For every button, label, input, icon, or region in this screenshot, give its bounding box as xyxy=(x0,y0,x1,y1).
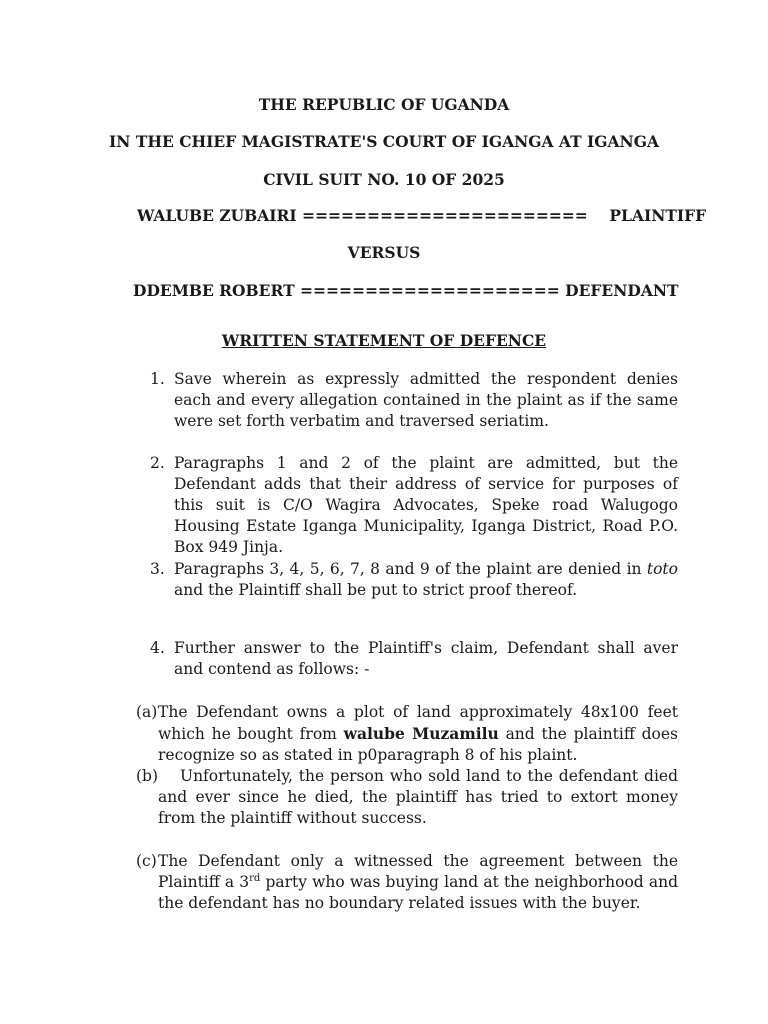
document-title xyxy=(0,330,768,351)
paragraph-3 xyxy=(150,559,678,601)
subparagraph-text-part: and the plaintiff does recognize so as stated in p0paragraph 8 of his plaint. xyxy=(158,725,679,764)
plaintiff-line: WALUBE ZUBAIRI ====================== PLAINTIFF xyxy=(137,206,707,225)
paragraph-text: Paragraphs 1 and 2 of the plaint are admitted, but the Defendant adds that their address of service for purposes of this suit is C/O Wagira Advocates, Speke road Walugogo Housing Estate Iganga Municipality, Iganga District, Road P.O. Box 949 Jinja. xyxy=(174,454,678,556)
subparagraph-text-part: party who was buying land at the neighborhood and the defendant has no boundary related issues with the buyer. xyxy=(158,873,678,912)
versus-label: VERSUS xyxy=(347,243,421,262)
paragraph-4 xyxy=(150,638,678,680)
paragraph-text-italic: toto xyxy=(646,560,678,578)
subparagraph-text xyxy=(158,702,678,766)
subparagraph-text xyxy=(158,851,678,914)
subparagraph-text-part: The Defendant only a witnessed the agreement between the Plaintiff a 3 xyxy=(158,852,678,891)
subparagraph-c xyxy=(136,851,678,914)
paragraph-number: 2. xyxy=(150,454,165,472)
subparagraph-text-bold: walube Muzamilu xyxy=(343,724,499,743)
subparagraph-text-superscript: rd xyxy=(249,872,261,884)
suit-number: CIVIL SUIT NO. 10 OF 2025 xyxy=(263,170,505,189)
paragraph-text-part: and the Plaintiff shall be put to strict proof thereof. xyxy=(174,581,578,599)
republic-heading: THE REPUBLIC OF UGANDA xyxy=(258,95,510,114)
subparagraph-text: Unfortunately, the person who sold land to the defendant died and ever since he died, the plaintiff has tried to extort money from the plaintiff without success. xyxy=(158,767,678,827)
paragraph-text: Save wherein as expressly admitted the respondent denies each and every allegation contained in the plaint as if the same were set forth verbatim and traversed seriatim. xyxy=(174,370,678,430)
paragraph-text-part: Paragraphs 3, 4, 5, 6, 7, 8 and 9 of the plaint are denied in xyxy=(174,560,647,578)
court-heading: IN THE CHIEF MAGISTRATE'S COURT OF IGANGA AT IGANGA xyxy=(109,132,659,151)
subparagraph-b xyxy=(136,766,678,829)
paragraph-text xyxy=(174,559,678,601)
paragraph-number: 4. xyxy=(150,639,165,657)
defendant-line: DDEMBE ROBERT ==================== DEFENDANT xyxy=(133,281,679,300)
document-title-text: WRITTEN STATEMENT OF DEFENCE xyxy=(221,331,547,350)
paragraph-1 xyxy=(150,369,678,432)
paragraph-2 xyxy=(150,453,678,558)
subparagraph-label: (c) xyxy=(136,852,157,870)
paragraph-number: 3. xyxy=(150,560,165,578)
subparagraph-label: (a) xyxy=(136,703,158,721)
subparagraph-label: (b) xyxy=(136,767,159,785)
paragraph-number: 1. xyxy=(150,370,165,388)
subparagraph-text-part: The Defendant owns a plot of land approximately 48x100 feet which he bought from xyxy=(158,703,678,743)
paragraph-text: Further answer to the Plaintiff's claim, Defendant shall aver and contend as follows: - xyxy=(174,639,678,678)
subparagraph-a xyxy=(136,702,678,766)
